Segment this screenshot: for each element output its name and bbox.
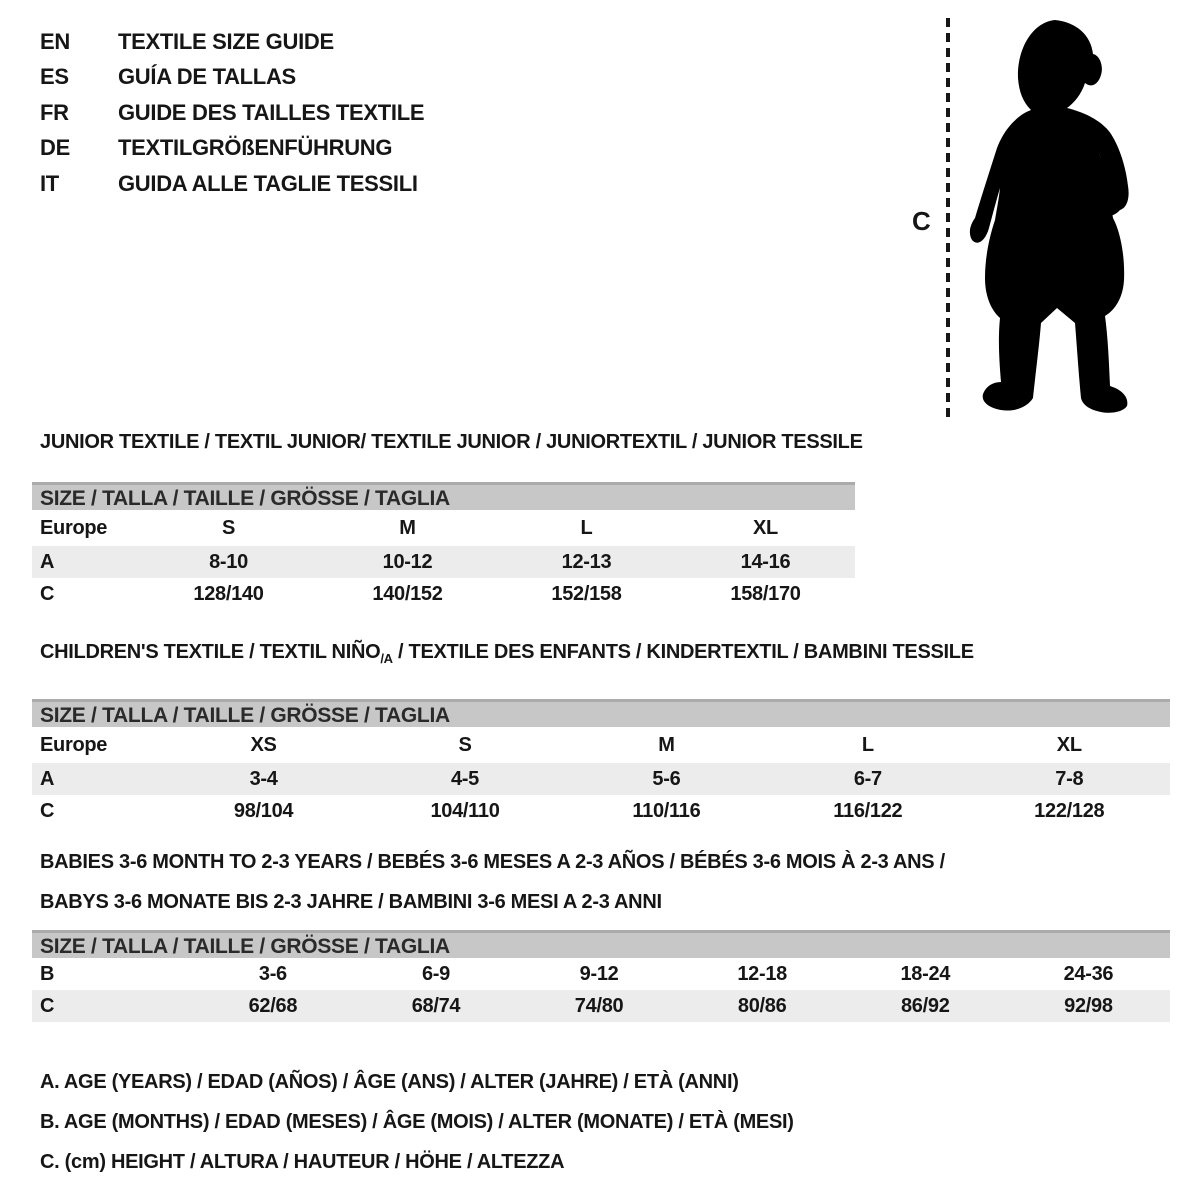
children-row-a xyxy=(32,763,1170,795)
junior-column-header-row xyxy=(32,510,855,546)
height-measure-dashed-line xyxy=(946,18,950,418)
toddler-silhouette-icon xyxy=(963,18,1147,418)
babies-heading-line2: BABYS 3-6 MONATE BIS 2-3 JAHRE / BAMBINI 3-6 MESI A 2-3 ANNI xyxy=(40,891,662,913)
height-figure xyxy=(900,0,1160,430)
babies-row-b xyxy=(32,958,1170,990)
column-header: M xyxy=(658,733,675,756)
cell: 6-9 xyxy=(421,962,450,985)
column-header: M xyxy=(399,516,416,539)
lang-title: GUÍA DE TALLAS xyxy=(118,64,296,90)
column-header: XL xyxy=(1056,733,1082,756)
babies-size-header-bar: SIZE / TALLA / TAILLE / GRÖSSE / TAGLIA xyxy=(32,930,1170,958)
cell: 152/158 xyxy=(551,582,622,605)
cell: 116/122 xyxy=(833,799,903,822)
language-title-list xyxy=(40,24,424,202)
babies-heading-line1: BABIES 3-6 MONTH TO 2-3 YEARS / BEBÉS 3-6 MESES A 2-3 AÑOS / BÉBÉS 3-6 MOIS À 2-3 ANS / xyxy=(40,851,945,873)
cell: 80/86 xyxy=(737,994,787,1017)
cell: 7-8 xyxy=(1055,767,1084,790)
section-junior-textile xyxy=(32,430,863,610)
row-label: C xyxy=(40,994,55,1017)
row-label: C xyxy=(40,799,55,822)
lang-code: DE xyxy=(40,135,70,161)
lang-title: GUIDA ALLE TAGLIE TESSILI xyxy=(118,170,418,196)
footnote-legend xyxy=(32,1062,794,1182)
cell: 24-36 xyxy=(1063,962,1114,985)
lang-row-es xyxy=(40,60,424,96)
column-header: L xyxy=(580,516,593,539)
children-size-table xyxy=(32,699,1170,827)
cell: 128/140 xyxy=(193,582,264,605)
cell: 92/98 xyxy=(1064,994,1113,1017)
column-header: S xyxy=(458,733,472,756)
cell: 104/110 xyxy=(430,799,500,822)
children-row-c xyxy=(32,795,1170,827)
heading-subscript: /A xyxy=(380,651,393,666)
junior-row-a xyxy=(32,546,855,578)
cell: 9-12 xyxy=(579,962,619,985)
cell: 3-4 xyxy=(249,767,278,790)
babies-size-table xyxy=(32,930,1170,1022)
footnote-c: C. (cm) HEIGHT / ALTURA / HAUTEUR / HÖHE / ALTEZZA xyxy=(40,1151,565,1173)
junior-row-c xyxy=(32,578,855,610)
cell: 3-6 xyxy=(258,962,287,985)
measure-c-label: C xyxy=(912,206,931,236)
junior-size-header-bar: SIZE / TALLA / TAILLE / GRÖSSE / TAGLIA xyxy=(32,482,855,510)
junior-section-heading: JUNIOR TEXTILE / TEXTIL JUNIOR/ TEXTILE JUNIOR / JUNIORTEXTIL / JUNIOR TESSILE xyxy=(40,431,863,453)
row-label: A xyxy=(40,550,55,573)
cell: 74/80 xyxy=(574,994,624,1017)
footnote-b: B. AGE (MONTHS) / EDAD (MESES) / ÂGE (MOIS) / ALTER (MONATE) / ETÀ (MESI) xyxy=(40,1111,794,1133)
children-section-heading xyxy=(32,640,1170,671)
cell: 8-10 xyxy=(209,550,248,573)
children-column-header-row xyxy=(32,727,1170,763)
junior-size-table xyxy=(32,482,855,610)
column-header: XL xyxy=(753,516,778,539)
column-header: L xyxy=(861,733,874,756)
row-label: A xyxy=(40,767,55,790)
cell: 10-12 xyxy=(382,550,433,573)
column-header: Europe xyxy=(40,516,108,539)
row-label: C xyxy=(40,582,55,605)
lang-title: TEXTILGRÖßENFÜHRUNG xyxy=(118,135,393,161)
cell: 4-5 xyxy=(450,767,479,790)
children-size-header-bar: SIZE / TALLA / TAILLE / GRÖSSE / TAGLIA xyxy=(32,699,1170,727)
lang-title: TEXTILE SIZE GUIDE xyxy=(118,28,334,54)
cell: 62/68 xyxy=(248,994,298,1017)
lang-row-it xyxy=(40,166,424,202)
cell: 14-16 xyxy=(740,550,791,573)
cell: 12-13 xyxy=(561,550,612,573)
lang-row-de xyxy=(40,131,424,167)
cell: 68/74 xyxy=(411,994,461,1017)
lang-title: GUIDE DES TAILLES TEXTILE xyxy=(118,99,425,125)
footnote-a: A. AGE (YEARS) / EDAD (AÑOS) / ÂGE (ANS) / ALTER (JAHRE) / ETÀ (ANNI) xyxy=(40,1071,739,1093)
babies-section-heading xyxy=(32,842,1170,922)
cell: 158/170 xyxy=(730,582,801,605)
cell: 98/104 xyxy=(233,799,294,822)
babies-row-c xyxy=(32,990,1170,1022)
lang-row-fr xyxy=(40,95,424,131)
column-header: S xyxy=(221,516,235,539)
lang-code: ES xyxy=(40,64,69,90)
lang-code: IT xyxy=(40,170,59,196)
lang-row-en xyxy=(40,24,424,60)
cell: 86/92 xyxy=(900,994,950,1017)
cell: 140/152 xyxy=(372,582,443,605)
column-header: XS xyxy=(250,733,277,756)
column-header: Europe xyxy=(40,733,108,756)
row-label: B xyxy=(40,962,55,985)
lang-code: EN xyxy=(40,28,70,54)
cell: 6-7 xyxy=(853,767,882,790)
section-childrens-textile xyxy=(32,640,1170,827)
heading-text: / TEXTILE DES ENFANTS / KINDERTEXTIL / BAMBINI TESSILE xyxy=(392,641,974,663)
section-babies-textile xyxy=(32,842,1170,1022)
heading-text: CHILDREN'S TEXTILE / TEXTIL NIÑO xyxy=(40,641,381,663)
cell: 122/128 xyxy=(1034,799,1105,822)
cell: 18-24 xyxy=(900,962,951,985)
lang-code: FR xyxy=(40,99,69,125)
cell: 12-18 xyxy=(737,962,787,985)
cell: 5-6 xyxy=(652,767,681,790)
cell: 110/116 xyxy=(632,799,701,822)
